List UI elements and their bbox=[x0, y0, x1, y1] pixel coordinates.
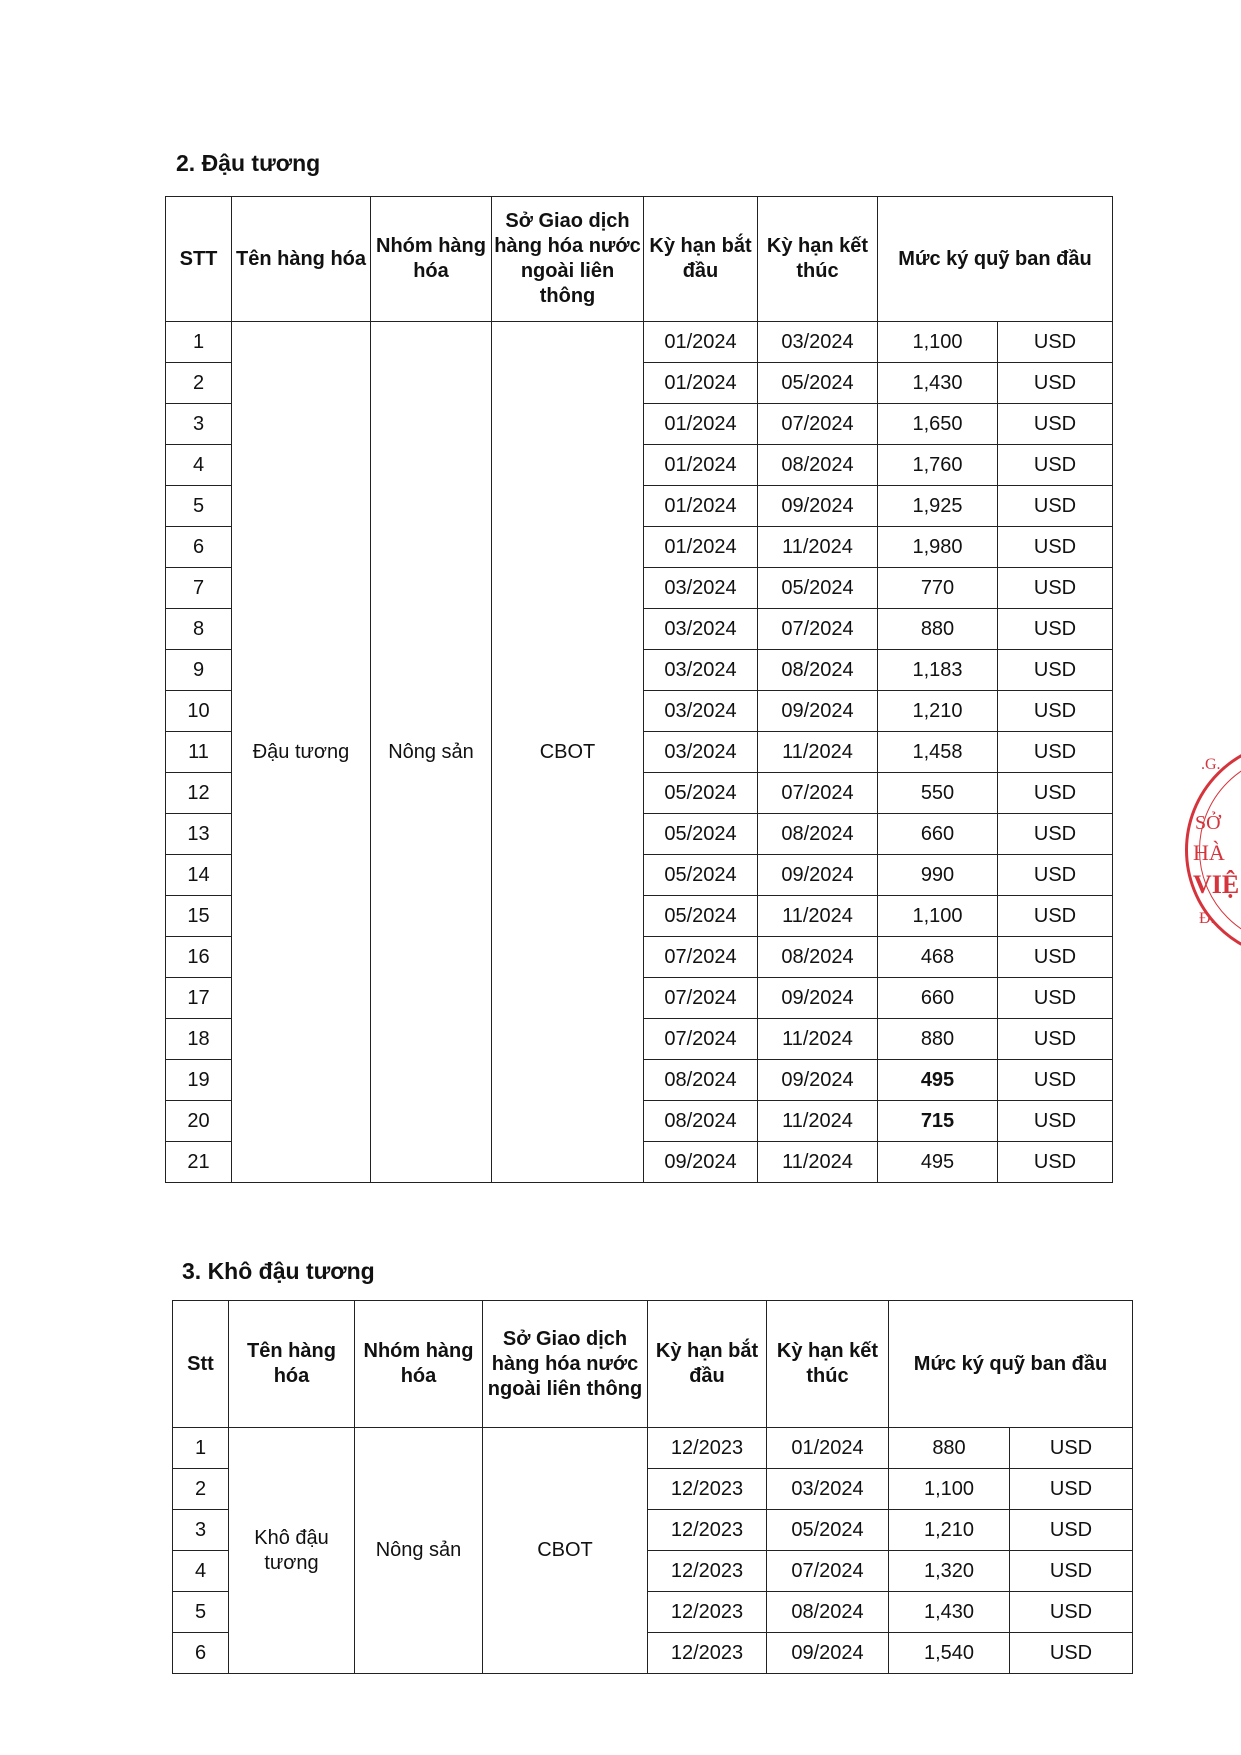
cell-currency: USD bbox=[998, 363, 1113, 404]
cell-start: 08/2024 bbox=[644, 1060, 758, 1101]
section-title-soybean: 2. Đậu tương bbox=[176, 150, 321, 176]
cell-stt: 15 bbox=[166, 896, 232, 937]
cell-amount: 1,650 bbox=[878, 404, 998, 445]
cell-amount: 1,430 bbox=[889, 1592, 1010, 1633]
cell-end: 08/2024 bbox=[767, 1592, 889, 1633]
cell-currency: USD bbox=[998, 1101, 1113, 1142]
cell-amount: 1,540 bbox=[889, 1633, 1010, 1674]
cell-start: 01/2024 bbox=[644, 445, 758, 486]
cell-currency: USD bbox=[998, 486, 1113, 527]
cell-exchange: CBOT bbox=[483, 1428, 648, 1674]
cell-start: 05/2024 bbox=[644, 896, 758, 937]
header-end: Kỳ hạn kết thúc bbox=[767, 1301, 889, 1428]
cell-currency: USD bbox=[998, 1060, 1113, 1101]
cell-start: 03/2024 bbox=[644, 650, 758, 691]
cell-amount: 880 bbox=[878, 1019, 998, 1060]
cell-end: 01/2024 bbox=[767, 1428, 889, 1469]
soybean-meal-margin-table bbox=[172, 1300, 1133, 1674]
cell-amount: 1,458 bbox=[878, 732, 998, 773]
cell-stt: 18 bbox=[166, 1019, 232, 1060]
cell-end: 11/2024 bbox=[758, 527, 878, 568]
cell-stt: 6 bbox=[166, 527, 232, 568]
cell-start: 12/2023 bbox=[648, 1469, 767, 1510]
table-row bbox=[166, 322, 1113, 363]
cell-start: 05/2024 bbox=[644, 773, 758, 814]
cell-start: 01/2024 bbox=[644, 404, 758, 445]
table-body bbox=[166, 322, 1113, 1183]
cell-amount: 715 bbox=[878, 1101, 998, 1142]
cell-stt: 4 bbox=[173, 1551, 229, 1592]
cell-group: Nông sản bbox=[371, 322, 492, 1183]
cell-start: 12/2023 bbox=[648, 1510, 767, 1551]
header-group: Nhóm hàng hóa bbox=[355, 1301, 483, 1428]
cell-stt: 16 bbox=[166, 937, 232, 978]
header-margin: Mức ký quỹ ban đầu bbox=[889, 1301, 1133, 1428]
cell-end: 05/2024 bbox=[758, 568, 878, 609]
cell-start: 03/2024 bbox=[644, 691, 758, 732]
cell-amount: 495 bbox=[878, 1142, 998, 1183]
cell-currency: USD bbox=[998, 1019, 1113, 1060]
cell-currency: USD bbox=[998, 445, 1113, 486]
cell-amount: 770 bbox=[878, 568, 998, 609]
header-start: Kỳ hạn bắt đầu bbox=[644, 197, 758, 322]
cell-start: 12/2023 bbox=[648, 1633, 767, 1674]
stamp-text: Đ. bbox=[1199, 910, 1215, 927]
cell-stt: 10 bbox=[166, 691, 232, 732]
stamp-text: .G. bbox=[1201, 756, 1221, 773]
cell-start: 05/2024 bbox=[644, 814, 758, 855]
header-stt: Stt bbox=[173, 1301, 229, 1428]
cell-currency: USD bbox=[998, 404, 1113, 445]
cell-start: 03/2024 bbox=[644, 609, 758, 650]
cell-start: 05/2024 bbox=[644, 855, 758, 896]
cell-end: 07/2024 bbox=[758, 404, 878, 445]
cell-currency: USD bbox=[1010, 1469, 1133, 1510]
header-group: Nhóm hàng hóa bbox=[371, 197, 492, 322]
cell-amount: 880 bbox=[889, 1428, 1010, 1469]
soybean-margin-table bbox=[165, 196, 1113, 1183]
header-name: Tên hàng hóa bbox=[232, 197, 371, 322]
cell-start: 08/2024 bbox=[644, 1101, 758, 1142]
cell-start: 09/2024 bbox=[644, 1142, 758, 1183]
cell-group: Nông sản bbox=[355, 1428, 483, 1674]
cell-currency: USD bbox=[998, 609, 1113, 650]
cell-stt: 3 bbox=[166, 404, 232, 445]
cell-currency: USD bbox=[1010, 1633, 1133, 1674]
cell-stt: 5 bbox=[173, 1592, 229, 1633]
cell-stt: 1 bbox=[166, 322, 232, 363]
cell-end: 08/2024 bbox=[758, 445, 878, 486]
cell-currency: USD bbox=[1010, 1551, 1133, 1592]
cell-stt: 13 bbox=[166, 814, 232, 855]
cell-end: 11/2024 bbox=[758, 732, 878, 773]
cell-start: 07/2024 bbox=[644, 937, 758, 978]
header-start: Kỳ hạn bắt đầu bbox=[648, 1301, 767, 1428]
cell-currency: USD bbox=[998, 773, 1113, 814]
cell-stt: 12 bbox=[166, 773, 232, 814]
cell-name: Đậu tương bbox=[232, 322, 371, 1183]
cell-amount: 550 bbox=[878, 773, 998, 814]
cell-currency: USD bbox=[1010, 1510, 1133, 1551]
cell-stt: 2 bbox=[166, 363, 232, 404]
cell-amount: 1,100 bbox=[889, 1469, 1010, 1510]
cell-end: 11/2024 bbox=[758, 1101, 878, 1142]
cell-stt: 19 bbox=[166, 1060, 232, 1101]
cell-amount: 1,430 bbox=[878, 363, 998, 404]
cell-stt: 3 bbox=[173, 1510, 229, 1551]
cell-stt: 1 bbox=[173, 1428, 229, 1469]
cell-currency: USD bbox=[1010, 1592, 1133, 1633]
cell-end: 05/2024 bbox=[767, 1510, 889, 1551]
cell-end: 09/2024 bbox=[767, 1633, 889, 1674]
cell-currency: USD bbox=[998, 691, 1113, 732]
cell-stt: 2 bbox=[173, 1469, 229, 1510]
cell-stt: 7 bbox=[166, 568, 232, 609]
cell-stt: 8 bbox=[166, 609, 232, 650]
cell-end: 11/2024 bbox=[758, 1142, 878, 1183]
cell-currency: USD bbox=[998, 855, 1113, 896]
cell-end: 09/2024 bbox=[758, 978, 878, 1019]
cell-amount: 1,210 bbox=[889, 1510, 1010, 1551]
cell-end: 03/2024 bbox=[767, 1469, 889, 1510]
cell-stt: 21 bbox=[166, 1142, 232, 1183]
cell-start: 12/2023 bbox=[648, 1551, 767, 1592]
cell-start: 01/2024 bbox=[644, 322, 758, 363]
cell-end: 09/2024 bbox=[758, 1060, 878, 1101]
header-margin: Mức ký quỹ ban đầu bbox=[878, 197, 1113, 322]
cell-currency: USD bbox=[1010, 1428, 1133, 1469]
cell-amount: 1,980 bbox=[878, 527, 998, 568]
cell-end: 11/2024 bbox=[758, 1019, 878, 1060]
official-seal-stamp bbox=[1185, 740, 1241, 970]
header-name: Tên hàng hóa bbox=[229, 1301, 355, 1428]
cell-stt: 17 bbox=[166, 978, 232, 1019]
cell-currency: USD bbox=[998, 937, 1113, 978]
cell-amount: 990 bbox=[878, 855, 998, 896]
cell-amount: 495 bbox=[878, 1060, 998, 1101]
cell-end: 03/2024 bbox=[758, 322, 878, 363]
stamp-text: HÀ bbox=[1193, 840, 1225, 865]
cell-currency: USD bbox=[998, 322, 1113, 363]
cell-start: 03/2024 bbox=[644, 568, 758, 609]
cell-amount: 1,760 bbox=[878, 445, 998, 486]
cell-amount: 1,210 bbox=[878, 691, 998, 732]
cell-stt: 4 bbox=[166, 445, 232, 486]
cell-amount: 468 bbox=[878, 937, 998, 978]
cell-currency: USD bbox=[998, 978, 1113, 1019]
cell-end: 09/2024 bbox=[758, 486, 878, 527]
cell-currency: USD bbox=[998, 896, 1113, 937]
stamp-text: VIỆ bbox=[1193, 870, 1240, 899]
cell-start: 03/2024 bbox=[644, 732, 758, 773]
header-exchange: Sở Giao dịch hàng hóa nước ngoài liên thông bbox=[492, 197, 644, 322]
cell-stt: 6 bbox=[173, 1633, 229, 1674]
header-exchange: Sở Giao dịch hàng hóa nước ngoài liên thông bbox=[483, 1301, 648, 1428]
cell-amount: 1,183 bbox=[878, 650, 998, 691]
cell-stt: 14 bbox=[166, 855, 232, 896]
cell-amount: 660 bbox=[878, 814, 998, 855]
cell-end: 08/2024 bbox=[758, 650, 878, 691]
cell-amount: 1,925 bbox=[878, 486, 998, 527]
cell-start: 01/2024 bbox=[644, 486, 758, 527]
cell-end: 09/2024 bbox=[758, 855, 878, 896]
cell-start: 12/2023 bbox=[648, 1592, 767, 1633]
cell-stt: 9 bbox=[166, 650, 232, 691]
cell-stt: 20 bbox=[166, 1101, 232, 1142]
cell-currency: USD bbox=[998, 527, 1113, 568]
cell-currency: USD bbox=[998, 814, 1113, 855]
stamp-text: SỞ bbox=[1195, 812, 1221, 834]
cell-currency: USD bbox=[998, 650, 1113, 691]
section-title-soybean-meal: 3. Khô đậu tương bbox=[182, 1258, 375, 1284]
cell-stt: 5 bbox=[166, 486, 232, 527]
cell-end: 08/2024 bbox=[758, 814, 878, 855]
cell-amount: 880 bbox=[878, 609, 998, 650]
cell-end: 07/2024 bbox=[767, 1551, 889, 1592]
table-body bbox=[173, 1428, 1133, 1674]
cell-end: 07/2024 bbox=[758, 609, 878, 650]
cell-amount: 660 bbox=[878, 978, 998, 1019]
cell-exchange: CBOT bbox=[492, 322, 644, 1183]
cell-end: 05/2024 bbox=[758, 363, 878, 404]
cell-start: 07/2024 bbox=[644, 1019, 758, 1060]
table-row bbox=[173, 1428, 1133, 1469]
cell-end: 11/2024 bbox=[758, 896, 878, 937]
cell-start: 01/2024 bbox=[644, 363, 758, 404]
cell-start: 12/2023 bbox=[648, 1428, 767, 1469]
cell-currency: USD bbox=[998, 732, 1113, 773]
cell-start: 07/2024 bbox=[644, 978, 758, 1019]
cell-start: 01/2024 bbox=[644, 527, 758, 568]
cell-end: 07/2024 bbox=[758, 773, 878, 814]
cell-end: 09/2024 bbox=[758, 691, 878, 732]
header-stt: STT bbox=[166, 197, 232, 322]
cell-currency: USD bbox=[998, 568, 1113, 609]
cell-amount: 1,320 bbox=[889, 1551, 1010, 1592]
cell-stt: 11 bbox=[166, 732, 232, 773]
cell-name: Khô đậu tương bbox=[229, 1428, 355, 1674]
cell-amount: 1,100 bbox=[878, 322, 998, 363]
cell-currency: USD bbox=[998, 1142, 1113, 1183]
cell-amount: 1,100 bbox=[878, 896, 998, 937]
cell-end: 08/2024 bbox=[758, 937, 878, 978]
header-end: Kỳ hạn kết thúc bbox=[758, 197, 878, 322]
